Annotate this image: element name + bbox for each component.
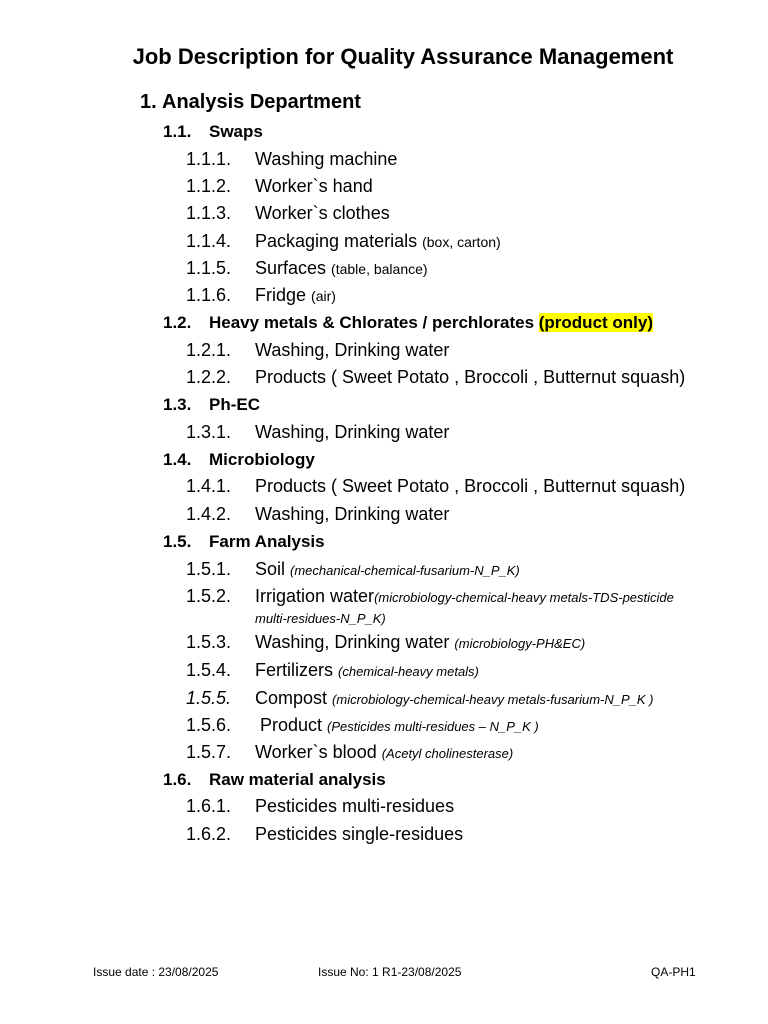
list-item: [186, 367, 685, 388]
list-item: [186, 742, 513, 763]
item-note: (box, carton): [422, 234, 501, 250]
subsection-number: 1.6.: [163, 770, 192, 789]
item-label: Products ( Sweet Potato , Broccoli , Butternut squash): [255, 476, 686, 496]
list-item: [186, 231, 501, 252]
subsection-label: Swaps: [209, 122, 263, 141]
item-label: Washing, Drinking water: [255, 504, 450, 524]
subsection-heading: [163, 532, 325, 552]
item-number: 1.5.6.: [186, 715, 232, 735]
footer-document-code: QA-PH1: [651, 965, 696, 979]
subsection-number: 1.1.: [163, 122, 192, 141]
item-number: 1.1.1.: [186, 149, 232, 169]
item-number: 1.5.2.: [186, 586, 232, 606]
list-item: [186, 340, 449, 361]
item-note: (microbiology-chemical-heavy metals-fusarium-N_P_K ): [332, 692, 654, 707]
list-item: [186, 796, 454, 817]
item-label: Product: [255, 715, 328, 735]
list-item: [186, 660, 479, 681]
item-label: Fridge: [255, 285, 312, 305]
item-number: 1.6.2.: [186, 824, 232, 844]
item-note: (air): [311, 288, 336, 304]
item-number: 1.5.5.: [186, 688, 232, 708]
item-label: Worker`s blood: [255, 742, 382, 762]
list-item: [186, 586, 674, 607]
item-number: 1.1.4.: [186, 231, 232, 251]
item-label: Washing, Drinking water: [255, 422, 450, 442]
list-item: [186, 149, 397, 170]
item-label: Surfaces: [255, 258, 332, 278]
highlighted-text: (product only): [538, 313, 654, 332]
item-label: Compost: [255, 688, 333, 708]
list-item: [186, 258, 428, 279]
subsection-heading: [163, 450, 315, 470]
subsection-label: Heavy metals & Chlorates / perchlorates: [209, 313, 539, 332]
item-number: 1.4.1.: [186, 476, 232, 496]
list-item: [186, 176, 373, 197]
subsection-heading: [163, 313, 653, 333]
footer-issue-date: Issue date : 23/08/2025: [93, 965, 219, 979]
item-number: 1.5.3.: [186, 632, 232, 652]
item-label: Worker`s clothes: [255, 203, 390, 223]
item-number: 1.1.3.: [186, 203, 232, 223]
item-label: Pesticides multi-residues: [255, 796, 455, 816]
list-item: [186, 285, 336, 306]
section-heading: [140, 91, 361, 114]
list-item: [186, 422, 449, 443]
item-note: (Acetyl cholinesterase): [381, 746, 514, 761]
item-number: 1.2.1.: [186, 340, 232, 360]
subsection-heading: [163, 395, 260, 415]
item-label: Pesticides single-residues: [255, 824, 464, 844]
item-label: Washing machine: [255, 149, 398, 169]
list-item: [186, 715, 539, 736]
section-label: Analysis Department: [162, 91, 361, 113]
item-number: 1.4.2.: [186, 504, 232, 524]
item-note-continuation: multi-residues-N_P_K): [255, 611, 386, 626]
item-number: 1.3.1.: [186, 422, 232, 442]
item-label: Washing, Drinking water: [255, 340, 450, 360]
item-note: (Pesticides multi-residues – N_P_K ): [327, 719, 539, 734]
item-note: (mechanical-chemical-fusarium-N_P_K): [290, 563, 520, 578]
item-number: 1.1.6.: [186, 285, 232, 305]
item-note: (chemical-heavy metals): [338, 664, 479, 679]
item-number: 1.1.5.: [186, 258, 232, 278]
list-item: [186, 824, 463, 845]
list-item: [186, 476, 685, 497]
item-number: 1.5.7.: [186, 742, 232, 762]
item-number: 1.5.1.: [186, 559, 232, 579]
item-number: 1.2.2.: [186, 367, 232, 387]
item-label: Washing, Drinking water: [255, 632, 455, 652]
item-note: (microbiology-chemical-heavy metals-TDS-pesticide: [374, 590, 674, 605]
footer-issue-number: Issue No: 1 R1-23/08/2025: [318, 965, 462, 979]
item-label: Products ( Sweet Potato , Broccoli , Butternut squash): [255, 367, 686, 387]
page-title: Job Description for Quality Assurance Management: [132, 44, 674, 69]
subsection-heading: [163, 122, 263, 142]
list-item: [186, 203, 390, 224]
list-item: [186, 504, 449, 525]
subsection-label: Farm Analysis: [209, 532, 325, 551]
item-label: Worker`s hand: [255, 176, 373, 196]
subsection-label: Microbiology: [209, 450, 315, 469]
subsection-label: Raw material analysis: [209, 770, 386, 789]
subsection-heading: [163, 770, 386, 790]
item-label: Packaging materials: [255, 231, 423, 251]
item-note: (microbiology-PH&EC): [454, 636, 586, 651]
item-number: 1.5.4.: [186, 660, 232, 680]
list-item: [186, 632, 585, 653]
item-label: Soil: [255, 559, 291, 579]
subsection-label: Ph-EC: [209, 395, 260, 414]
subsection-number: 1.4.: [163, 450, 192, 469]
list-item: [186, 688, 654, 709]
subsection-number: 1.5.: [163, 532, 192, 551]
subsection-number: 1.2.: [163, 313, 192, 332]
section-number: 1.: [140, 91, 157, 113]
item-label: Fertilizers: [255, 660, 339, 680]
list-item: [186, 559, 520, 580]
item-note: (table, balance): [331, 261, 428, 277]
item-number: 1.1.2.: [186, 176, 232, 196]
item-number: 1.6.1.: [186, 796, 232, 816]
item-label: Irrigation water: [255, 586, 375, 606]
subsection-number: 1.3.: [163, 395, 192, 414]
